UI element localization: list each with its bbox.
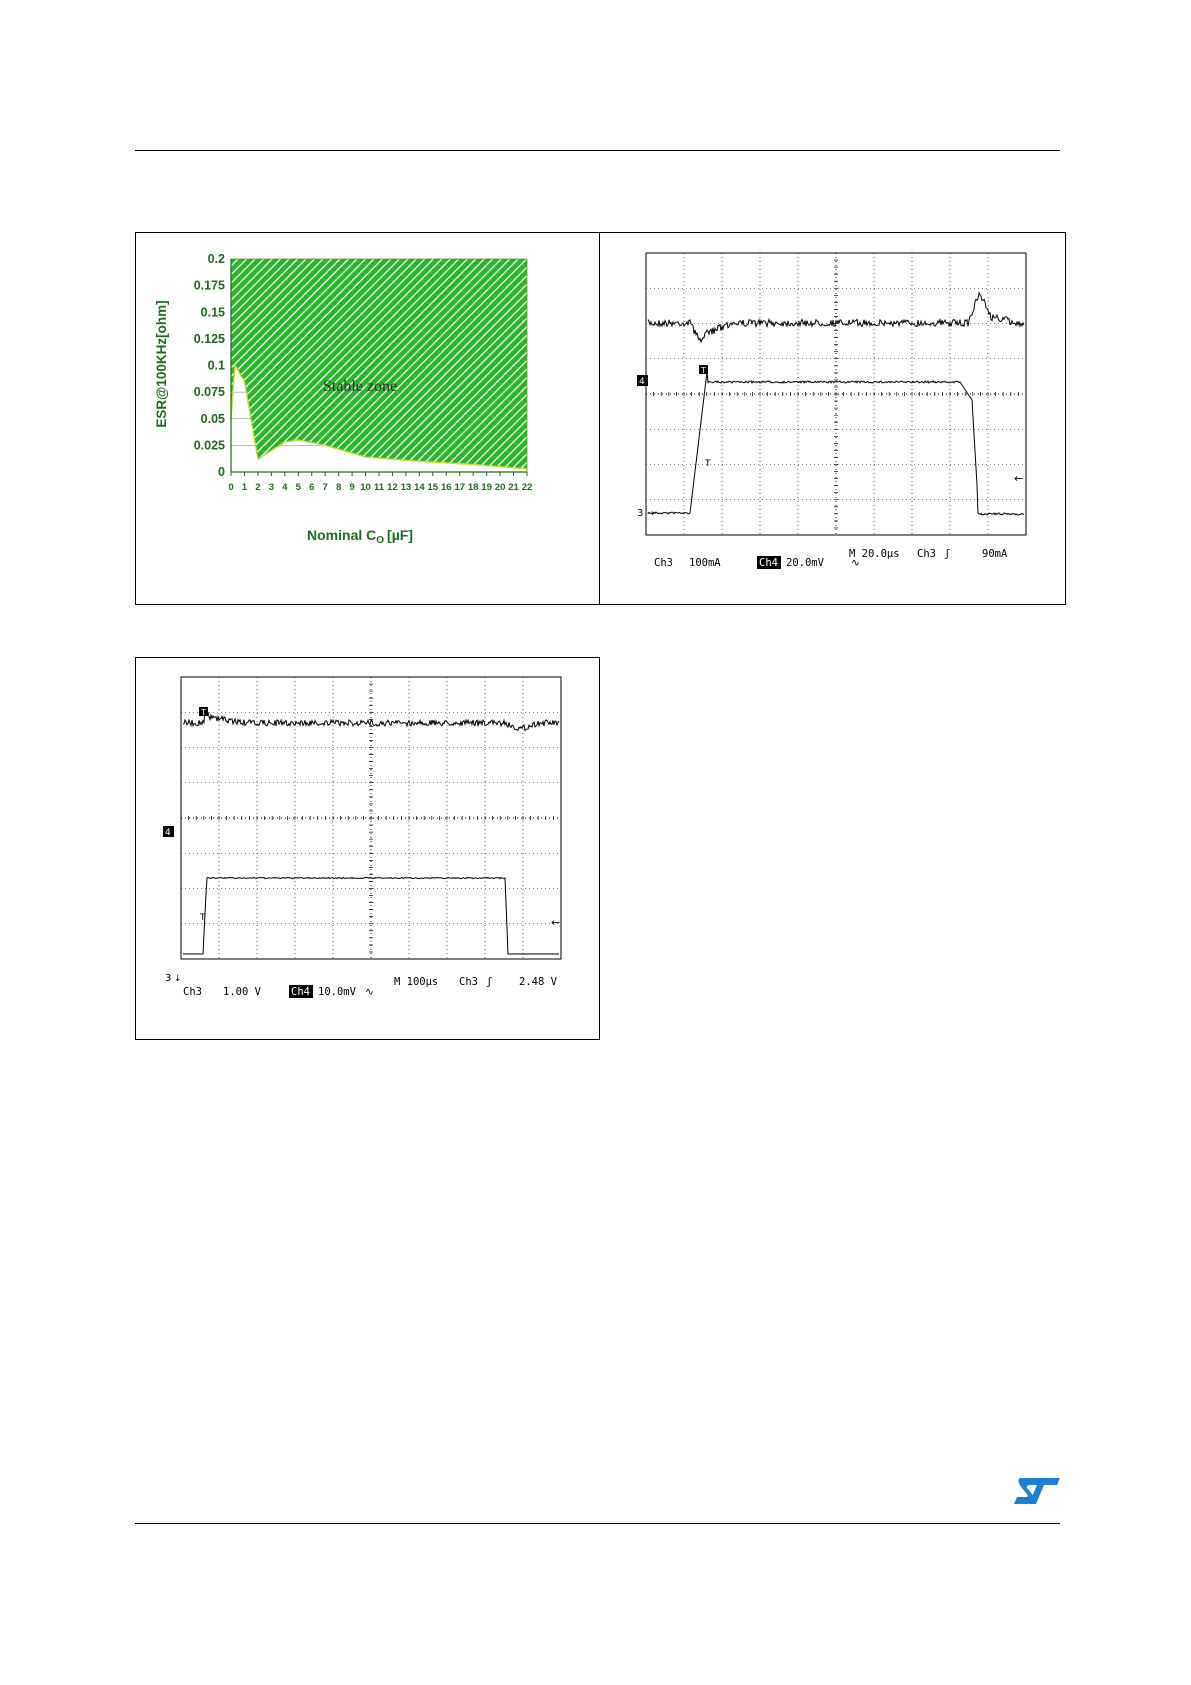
esr-x-tick: 21 bbox=[508, 482, 519, 493]
ch4-label: Ch4 bbox=[759, 557, 778, 569]
esr-y-tick-labels bbox=[194, 252, 225, 479]
esr-y-tick: 0.15 bbox=[200, 305, 225, 320]
esr-y-tick: 0.175 bbox=[193, 278, 225, 293]
esr-x-tick-labels bbox=[228, 482, 532, 493]
esr-x-tick: 10 bbox=[360, 482, 371, 493]
stable-zone-annotation: Stable zone bbox=[322, 378, 398, 395]
esr-x-tick: 19 bbox=[481, 482, 492, 493]
ch3-arrow-icon: → bbox=[647, 509, 655, 519]
esr-x-tick: 18 bbox=[467, 482, 479, 493]
footer-rule bbox=[135, 1523, 1060, 1524]
figure-scope-line-transient bbox=[135, 657, 600, 1040]
scope-line-transient-display bbox=[136, 658, 599, 1039]
esr-x-axis-label bbox=[307, 527, 413, 546]
esr-x-tick: 16 bbox=[440, 482, 452, 493]
esr-x-tick: 8 bbox=[335, 482, 342, 493]
ch4-scale: 20.0mV bbox=[786, 557, 824, 569]
esr-y-tick: 0 bbox=[218, 465, 225, 479]
esr-x-tick: 13 bbox=[400, 482, 412, 493]
timebase: M 100µs bbox=[394, 976, 439, 988]
esr-y-tick: 0.1 bbox=[207, 358, 225, 373]
ch4-scale: 10.0mV bbox=[318, 986, 356, 998]
ch4-level-marker: 4 bbox=[165, 828, 171, 838]
trigger-level: 2.48 V bbox=[519, 976, 557, 988]
esr-y-tick: 0.05 bbox=[200, 411, 225, 426]
esr-stability-chart bbox=[136, 233, 599, 604]
esr-x-tick: 9 bbox=[349, 482, 355, 493]
esr-x-tick: 20 bbox=[494, 482, 506, 493]
ch3-level-marker: 3 bbox=[637, 508, 644, 519]
scope1-graticule bbox=[646, 253, 1026, 535]
esr-y-axis-label: ESR@100KHz[ohm] bbox=[154, 300, 169, 428]
ch3-label: Ch3 bbox=[654, 557, 673, 569]
esr-x-tick: 5 bbox=[295, 482, 301, 493]
ch3-scale: 100mA bbox=[689, 557, 721, 569]
trigger-slope-icon: ʃ bbox=[486, 976, 493, 988]
x-axis-label-main: Nominal C bbox=[307, 527, 377, 543]
st-logo-icon bbox=[1012, 1476, 1062, 1506]
esr-x-tick: 17 bbox=[454, 482, 466, 493]
esr-y-tick: 0.2 bbox=[207, 252, 225, 266]
esr-x-tick: 1 bbox=[241, 482, 248, 493]
esr-y-tick: 0.025 bbox=[193, 438, 225, 453]
esr-x-tick: 3 bbox=[268, 482, 275, 493]
esr-x-tick: 12 bbox=[387, 482, 398, 493]
ch3-input-voltage-trace bbox=[183, 877, 559, 954]
esr-x-tick: 4 bbox=[282, 482, 288, 493]
trigger-marker-t: T bbox=[701, 366, 706, 375]
x-axis-label-unit: [µF] bbox=[387, 527, 413, 543]
esr-x-tick: 14 bbox=[414, 482, 425, 493]
esr-x-tick: 2 bbox=[255, 482, 261, 493]
trigger-level: 90mA bbox=[982, 548, 1008, 560]
figure-esr-stability bbox=[135, 232, 600, 605]
trigger-slope-icon: ʃ bbox=[944, 548, 951, 560]
ch3-level-marker: 3 bbox=[165, 973, 172, 984]
esr-y-tick: 0.125 bbox=[193, 331, 225, 346]
trigger-source: Ch3 bbox=[459, 976, 478, 988]
trigger-level-arrow-icon: ← bbox=[551, 916, 561, 929]
ch4-level-marker: 4 bbox=[639, 377, 645, 387]
esr-y-tick: 0.075 bbox=[193, 385, 225, 400]
esr-x-tick: 22 bbox=[521, 482, 533, 493]
ch4-label: Ch4 bbox=[291, 986, 310, 998]
esr-x-tick: 0 bbox=[228, 482, 234, 493]
x-axis-label-sub: O bbox=[376, 535, 385, 546]
trigger-point-icon: T bbox=[705, 459, 711, 469]
timebase: M 20.0µs bbox=[849, 548, 900, 560]
coupling-icon: ∿ bbox=[365, 986, 374, 998]
scope-load-transient-display bbox=[600, 233, 1065, 604]
esr-x-tick: 11 bbox=[373, 482, 385, 493]
figure-scope-load-transient bbox=[599, 232, 1066, 605]
trigger-marker-t: T bbox=[201, 708, 206, 717]
st-logo bbox=[1012, 1476, 1062, 1510]
trigger-point-icon: T bbox=[200, 913, 206, 923]
ch3-scale: 1.00 V bbox=[223, 986, 261, 998]
coupling-icon: ∿ bbox=[851, 557, 860, 569]
trigger-source: Ch3 bbox=[917, 548, 936, 560]
esr-x-tick: 7 bbox=[322, 482, 328, 493]
esr-x-tick: 6 bbox=[309, 482, 315, 493]
esr-x-tick: 15 bbox=[427, 482, 439, 493]
ch3-label: Ch3 bbox=[183, 986, 202, 998]
header-rule bbox=[135, 150, 1060, 151]
stable-zone-area bbox=[231, 259, 527, 469]
ch3-arrow-icon: ↓ bbox=[174, 974, 182, 984]
trigger-level-arrow-icon: ← bbox=[1014, 472, 1024, 485]
